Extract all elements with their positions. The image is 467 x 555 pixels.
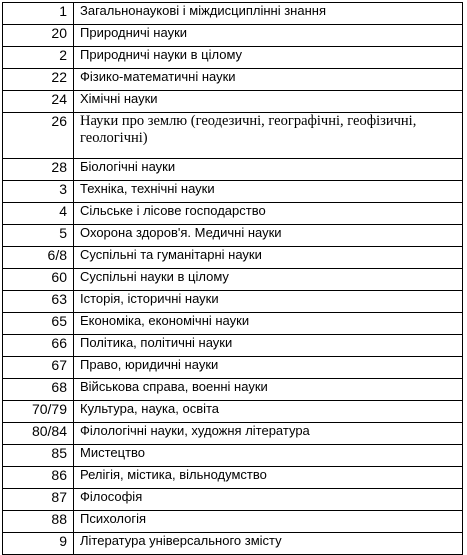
- table-body: [3, 3, 463, 555]
- row-code: 66: [3, 335, 74, 357]
- row-code: 86: [3, 467, 74, 489]
- row-code: 24: [3, 91, 74, 113]
- row-name: Техніка, технічні науки: [74, 181, 463, 203]
- row-name: Охорона здоров'я. Медичні науки: [74, 225, 463, 247]
- table-row: [3, 247, 463, 269]
- row-code: 85: [3, 445, 74, 467]
- row-name: Релігія, містика, вільнодумство: [74, 467, 463, 489]
- table-row: [3, 91, 463, 113]
- row-name: Філологічні науки, художня література: [74, 423, 463, 445]
- table-row: [3, 489, 463, 511]
- table-row: [3, 113, 463, 159]
- row-name: Мистецтво: [74, 445, 463, 467]
- row-name: Історія, історичні науки: [74, 291, 463, 313]
- table-row: [3, 401, 463, 423]
- table-row: [3, 467, 463, 489]
- table-row: [3, 3, 463, 25]
- row-code: 68: [3, 379, 74, 401]
- row-code: 88: [3, 511, 74, 533]
- table-row: [3, 511, 463, 533]
- row-code: 4: [3, 203, 74, 225]
- row-name: Психологія: [74, 511, 463, 533]
- row-name: Природничі науки в цілому: [74, 47, 463, 69]
- row-name: Суспільні науки в цілому: [74, 269, 463, 291]
- table-row: [3, 269, 463, 291]
- row-name: Філософія: [74, 489, 463, 511]
- row-code: 28: [3, 159, 74, 181]
- row-code: 67: [3, 357, 74, 379]
- row-name: Біологічні науки: [74, 159, 463, 181]
- row-name: Культура, наука, освіта: [74, 401, 463, 423]
- classification-table: [2, 2, 463, 555]
- row-code: 5: [3, 225, 74, 247]
- row-name: Науки про землю (геодезичні, географічні, геофізичні, геологічні): [74, 113, 463, 159]
- row-name: Фізико-математичні науки: [74, 69, 463, 91]
- row-name: Література універсального змісту: [74, 533, 463, 555]
- table-row: [3, 335, 463, 357]
- table-row: [3, 379, 463, 401]
- table-row: [3, 445, 463, 467]
- table-row: [3, 533, 463, 555]
- table-row: [3, 47, 463, 69]
- row-name: Загальнонаукові і міждисциплінні знання: [74, 3, 463, 25]
- row-code: 3: [3, 181, 74, 203]
- row-name: Право, юридичні науки: [74, 357, 463, 379]
- row-code: 65: [3, 313, 74, 335]
- row-code: 60: [3, 269, 74, 291]
- table-row: [3, 423, 463, 445]
- table-row: [3, 225, 463, 247]
- row-name: Сільське і лісове господарство: [74, 203, 463, 225]
- row-name: Військова справа, военні науки: [74, 379, 463, 401]
- row-code: 9: [3, 533, 74, 555]
- table-row: [3, 291, 463, 313]
- table-row: [3, 357, 463, 379]
- table-row: [3, 313, 463, 335]
- row-code: 70/79: [3, 401, 74, 423]
- row-code: 6/8: [3, 247, 74, 269]
- table-row: [3, 203, 463, 225]
- row-name: Природничі науки: [74, 25, 463, 47]
- row-code: 80/84: [3, 423, 74, 445]
- row-code: 2: [3, 47, 74, 69]
- table-row: [3, 159, 463, 181]
- row-code: 63: [3, 291, 74, 313]
- row-code: 20: [3, 25, 74, 47]
- table-row: [3, 25, 463, 47]
- row-code: 26: [3, 113, 74, 159]
- row-name: Суспільні та гуманітарні науки: [74, 247, 463, 269]
- table-row: [3, 69, 463, 91]
- row-name: Хімічні науки: [74, 91, 463, 113]
- table-row: [3, 181, 463, 203]
- row-code: 87: [3, 489, 74, 511]
- row-code: 1: [3, 3, 74, 25]
- row-name: Економіка, економічні науки: [74, 313, 463, 335]
- row-code: 22: [3, 69, 74, 91]
- row-name: Політика, політичні науки: [74, 335, 463, 357]
